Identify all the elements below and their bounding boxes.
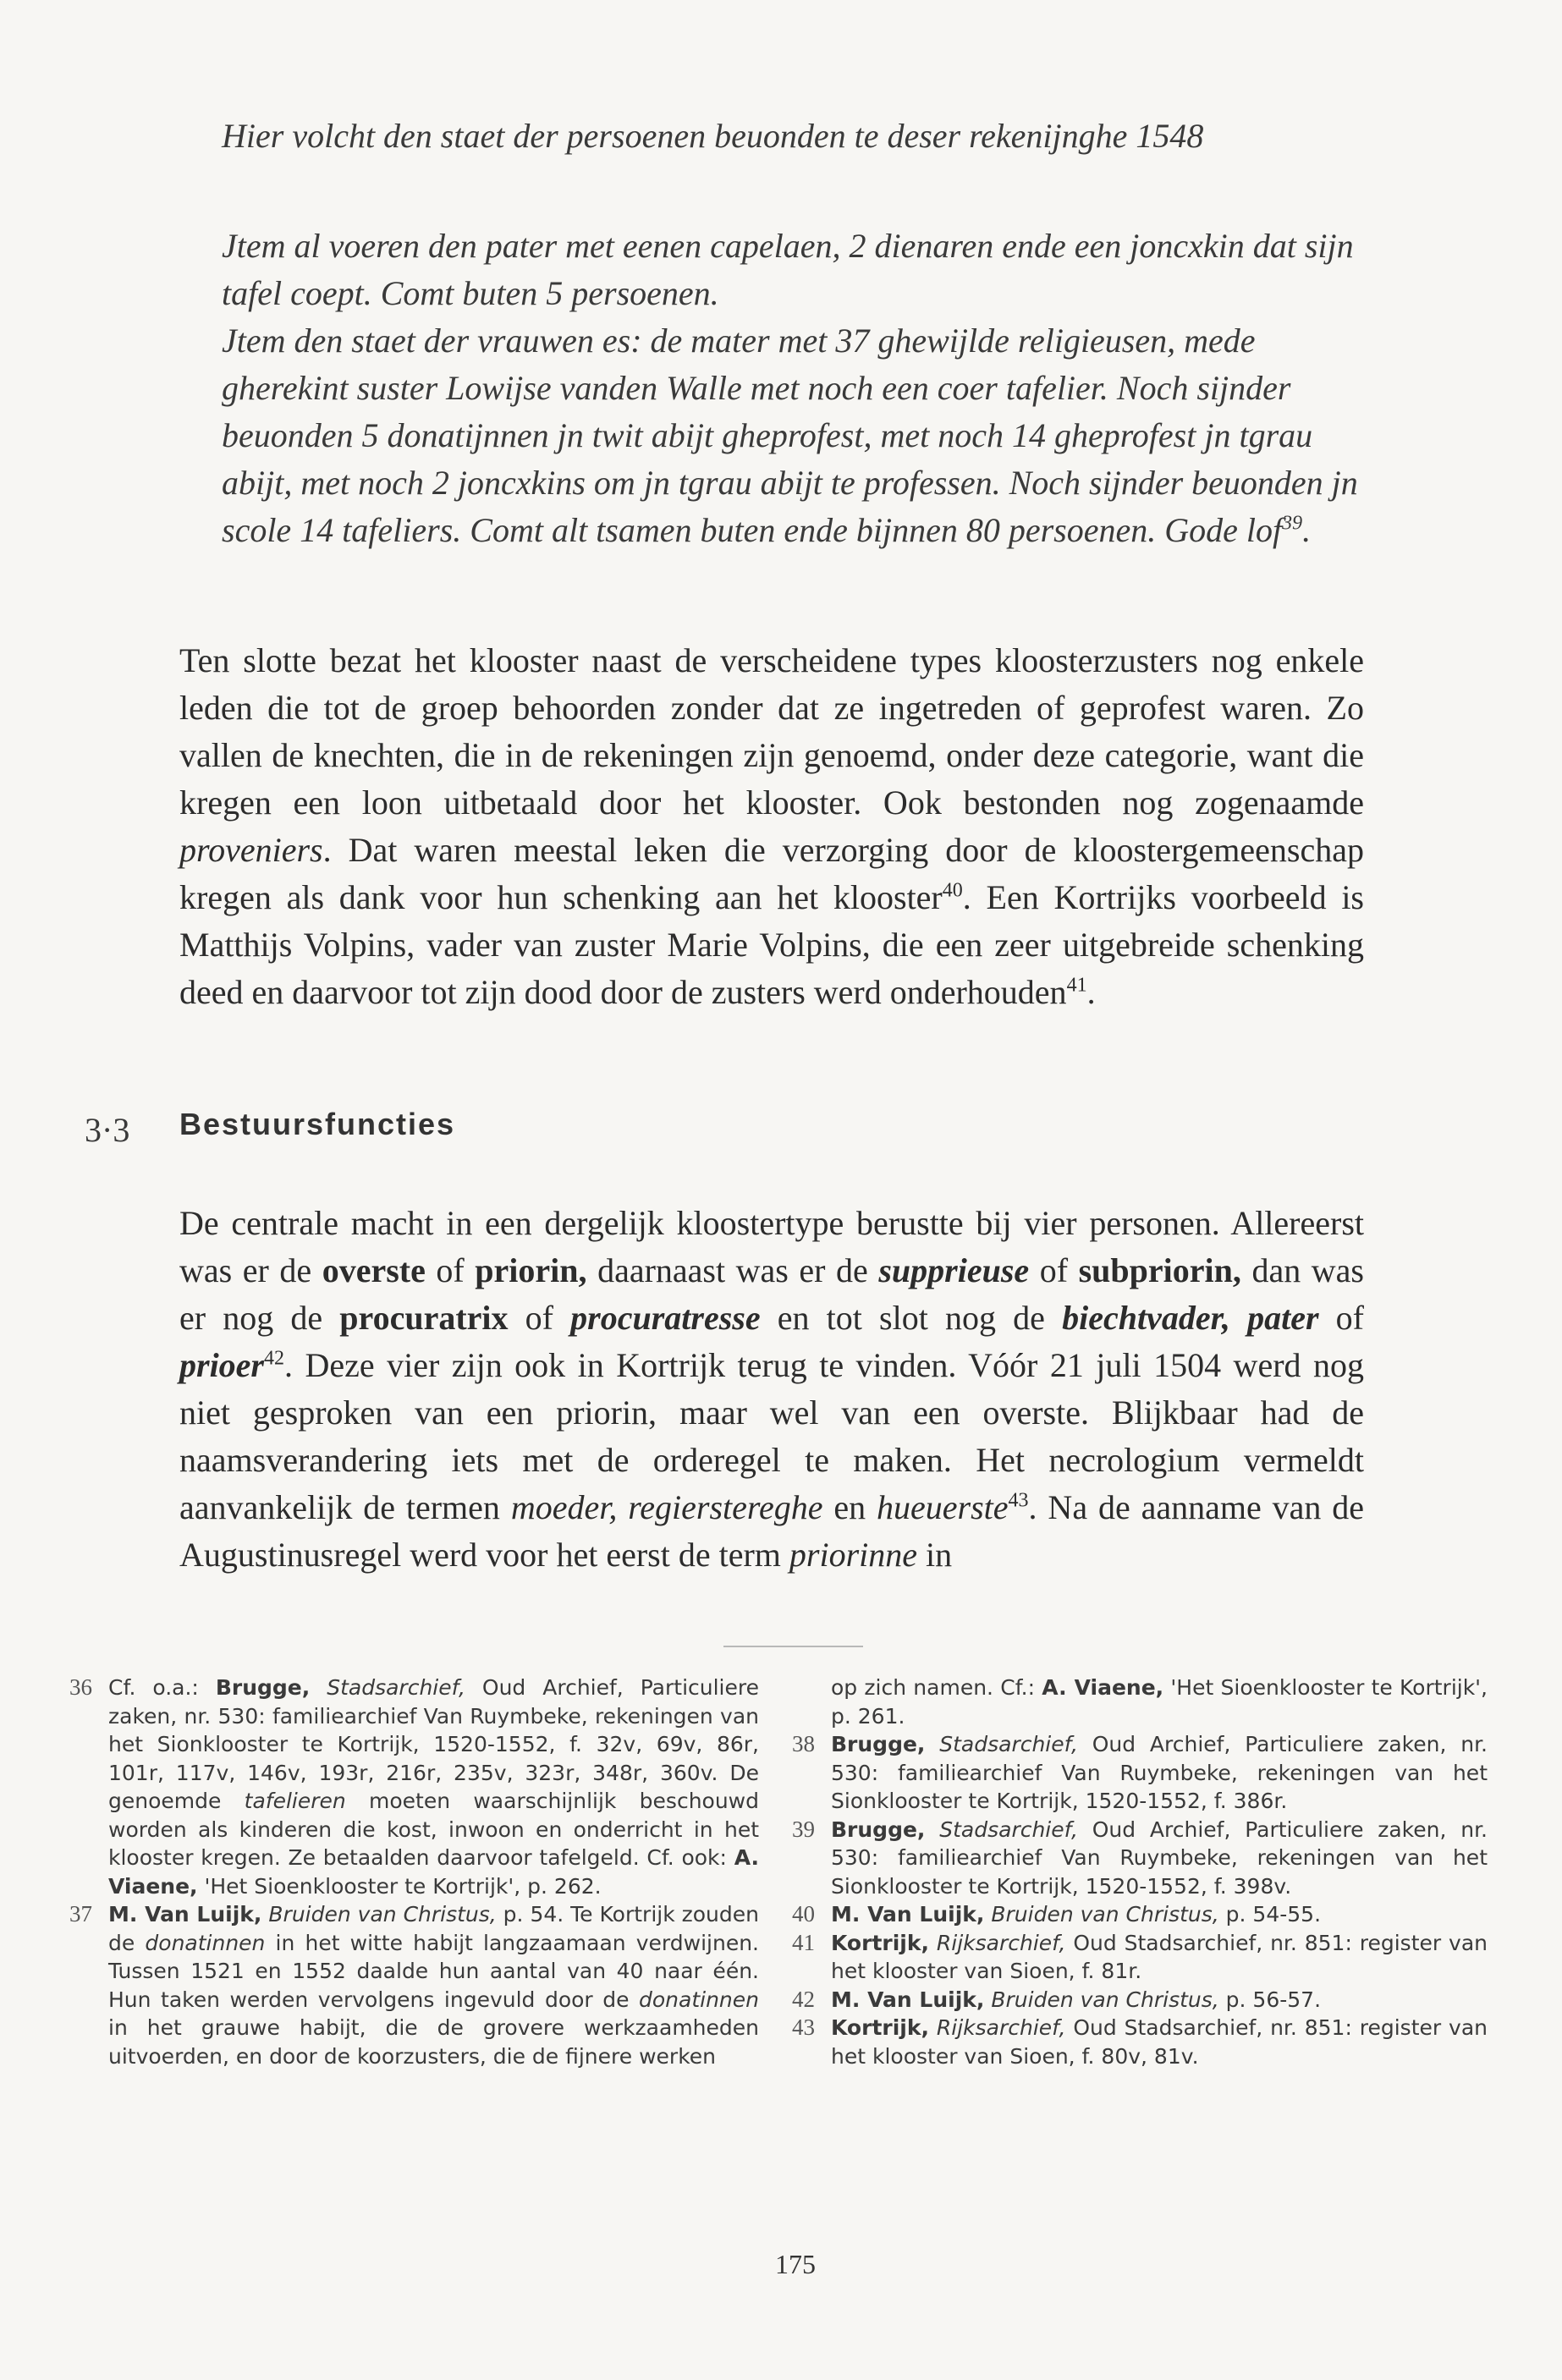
footnote-text: Brugge, — [215, 1675, 311, 1700]
section-number: 3·3 — [85, 1111, 130, 1149]
term-procuratresse: procuratresse — [570, 1299, 761, 1337]
footnote-text: Stadsarchief, — [327, 1675, 465, 1700]
footnote-ref-40: 40 — [942, 879, 963, 902]
paragraph-1 — [179, 637, 1364, 1016]
footnote-number: 40 — [792, 1901, 815, 1927]
quote-intro: Hier volcht den staet der persoenen beuonden te deser rekenijnghe 1548 — [222, 117, 1204, 155]
quote-items — [222, 223, 1364, 554]
para2-text: of — [1318, 1299, 1364, 1337]
quote-item-1: Jtem al voeren den pater met eenen capelaen, 2 dienaren ende een joncxkin dat sijn tafel coept. Comt buten 5 persoenen. — [222, 227, 1354, 312]
footnote-number: 37 — [69, 1901, 92, 1927]
footnote-38 — [792, 1730, 1488, 1816]
footnote-ref-42: 42 — [264, 1347, 284, 1370]
footnote-ref-39: 39 — [1282, 512, 1303, 535]
footnotes-left — [69, 1674, 759, 2070]
footnote-text: Bruiden van Christus, — [991, 1987, 1219, 2012]
footnote-text: Oud Archief, Particuliere zaken, nr. 530: familiearchief Van Ruymbeke, rekeningen van het Sionklooster te Kortrijk, 1520-1552, f. 386r. — [831, 1732, 1488, 1813]
para2-text: in — [917, 1536, 953, 1574]
footnote-text: Bruiden van Christus, — [268, 1902, 497, 1927]
footnote-number: 41 — [792, 1929, 815, 1955]
footnote-36 — [69, 1674, 759, 1900]
footnote-text: in het grauwe habijt, die de grovere werkzaamheden uitvoerden, en door de koorzusters, die de fijnere werken — [108, 2015, 759, 2069]
term-supprieuse: supprieuse — [878, 1251, 1030, 1289]
footnote-text: op zich namen. Cf.: — [831, 1675, 1042, 1700]
term-moeder: moeder, regierstereghe — [510, 1488, 823, 1526]
para2-text: of — [1029, 1251, 1079, 1289]
footnote-text: Kortrijk, — [831, 1930, 929, 1955]
footnote-text: in het witte habijt langzaamaan verdwijnen. Tussen 1521 en 1552 daalde hun aantal van 40 naar één. Hun taken werden vervolgens ingevuld door de — [108, 1930, 759, 2012]
footnote-divider — [723, 1646, 863, 1647]
footnote-number: 38 — [792, 1731, 815, 1756]
footnote-42 — [792, 1986, 1488, 2014]
footnote-text: Oud Stadsarchief, nr. 851: register van het klooster van Sioen, f. 81r. — [831, 1930, 1488, 1983]
footnote-number: 39 — [792, 1816, 815, 1842]
footnote-text: Bruiden van Christus, — [991, 1902, 1219, 1927]
footnote-text: A. Viaene, — [108, 1845, 759, 1899]
footnote-text: donatinnen — [639, 1987, 759, 2012]
term-priorinne: priorinne — [789, 1536, 918, 1574]
footnote-text: Rijksarchief, — [936, 1930, 1066, 1955]
term-overste: overste — [322, 1251, 426, 1289]
para2-text: . Deze vier zijn ook in Kortrijk terug te vinden. Vóór 21 juli 1504 werd nog niet gesproken van een priorin, maar wel van een overste. Blijkbaar had de naamsverandering iets met de orderegel te maken. Het necrologium vermeldt aanvankelijk de termen — [179, 1346, 1364, 1526]
term-prioer: prioer — [179, 1346, 264, 1384]
footnote-text: Rijksarchief, — [936, 2015, 1066, 2040]
para1-text-4: . — [1086, 973, 1096, 1011]
para2-text: of — [508, 1299, 571, 1337]
footnote-text: A. Viaene, — [1042, 1675, 1164, 1700]
footnote-text: Oud Archief, Particuliere zaken, nr. 530: familiearchief Van Ruymbeke, rekeningen van het Sionklooster te Kortrijk, 1520-1552, f. 32v, 69v, 86r, 101r, 117v, 146v, 193r, 216r, 235v, 323r, 348r, 360v. De genoemde — [108, 1675, 759, 1813]
footnote-text: M. Van Luijk, — [108, 1902, 262, 1927]
paragraph-2 — [179, 1200, 1364, 1579]
footnote-39 — [792, 1816, 1488, 1901]
footnote-text: tafelieren — [244, 1789, 346, 1813]
para2-text: . Na de aanname van de Augustinusregel werd voor het eerst de term — [179, 1488, 1364, 1574]
term-priorin: priorin, — [475, 1251, 587, 1289]
para2-text: en tot slot nog de — [760, 1299, 1063, 1337]
footnote-text: donatinnen — [145, 1930, 266, 1955]
term-biechtvader: biechtvader, pater — [1062, 1299, 1319, 1337]
para2-text: daarnaast was er de — [586, 1251, 879, 1289]
term-hueuerste: hueuerste — [877, 1488, 1009, 1526]
footnote-text: p. 54. Te Kortrijk zouden de — [108, 1902, 759, 1955]
footnote-text: Oud Archief, Particuliere zaken, nr. 530: familiearchief Van Ruymbeke, rekeningen van het Sionklooster te Kortrijk, 1520-1552, f. 398v. — [831, 1817, 1488, 1899]
quote-item-2 — [222, 317, 1364, 554]
quote-item-2-end: . — [1302, 511, 1312, 549]
footnote-text: Oud Stadsarchief, nr. 851: register van het klooster van Sioen, f. 80v, 81v. — [831, 2015, 1488, 2069]
footnote-37-continued — [792, 1674, 1488, 1730]
footnote-text: 'Het Sioenklooster te Kortrijk', p. 261. — [831, 1675, 1488, 1729]
footnote-40 — [792, 1900, 1488, 1929]
quote-block — [222, 113, 1364, 160]
footnote-text: M. Van Luijk, — [831, 1987, 985, 2012]
footnote-number: 43 — [792, 2014, 815, 2040]
footnote-ref-43: 43 — [1008, 1489, 1029, 1512]
footnote-text: Brugge, — [831, 1732, 926, 1756]
footnotes-right — [792, 1674, 1488, 2070]
footnote-text: 'Het Sioenklooster te Kortrijk', p. 262. — [197, 1873, 602, 1899]
footnote-text: Brugge, — [831, 1817, 926, 1842]
footnote-number: 36 — [69, 1674, 92, 1700]
footnote-41 — [792, 1929, 1488, 1986]
para2-text: dan was er nog de — [179, 1251, 1364, 1337]
footnote-text: Stadsarchief, — [939, 1732, 1078, 1756]
footnote-43 — [792, 2014, 1488, 2070]
para1-text-2: . Dat waren meestal leken die verzorging door de kloostergemeenschap kregen als dank voor hun schenking aan het klooster — [179, 831, 1364, 916]
quote-item-2-text: Jtem den staet der vrauwen es: de mater met 37 ghewijlde religieusen, mede gherekint suster Lowijse vanden Walle met noch een coer tafelier. Noch sijnder beuonden 5 donatijnnen jn twit abijt gheprofest, met noch 14 gheprofest jn tgrau abijt, met noch 2 joncxkins om jn tgrau abijt te professen. Noch sijnder beuonden jn scole 14 tafeliers. Comt alt tsamen buten ende bijnnen 80 persoenen. Gode lof — [222, 322, 1358, 549]
footnote-text: Kortrijk, — [831, 2015, 929, 2040]
footnote-text: p. 54-55. — [1218, 1902, 1322, 1927]
footnote-text: p. 56-57. — [1218, 1987, 1322, 2012]
term-subpriorin: subpriorin, — [1078, 1251, 1241, 1289]
footnote-text: Cf. o.a.: — [108, 1675, 216, 1700]
para1-text-1: Ten slotte bezat het klooster naast de verscheidene types kloosterzusters nog enkele leden die tot de groep behoorden zonder dat ze ingetreden of geprofest waren. Zo vallen de knechten, die in de rekeningen zijn genoemd, onder deze categorie, want die kregen een loon uitbetaald door het klooster. Ook bestonden nog zogenaamde — [179, 641, 1364, 822]
para2-text: De centrale macht in een dergelijk kloostertype berustte bij vier personen. Allereerst was er de — [179, 1204, 1364, 1289]
section-title: Bestuursfuncties — [179, 1107, 456, 1141]
para1-text-3: . Een Kortrijks voorbeeld is Matthijs Volpins, vader van zuster Marie Volpins, die een zeer uitgebreide schenking deed en daarvoor tot zijn dood door de zusters werd onderhouden — [179, 878, 1365, 1011]
footnote-37 — [69, 1900, 759, 2070]
footnote-number: 42 — [792, 1986, 815, 2012]
term-proveniers: proveniers — [179, 831, 323, 869]
footnote-text: Stadsarchief, — [939, 1817, 1078, 1842]
term-procuratrix: procuratrix — [339, 1299, 509, 1337]
footnote-text: moeten waarschijnlijk beschouwd worden als kinderen die kost, inwoon en onderricht in het klooster kregen. Ze betaalden daarvoor tafelgeld. Cf. ook: — [108, 1789, 759, 1870]
para2-text: en — [822, 1488, 877, 1526]
footnote-ref-41: 41 — [1066, 974, 1087, 997]
footnote-text: M. Van Luijk, — [831, 1902, 985, 1927]
footnote-text — [310, 1675, 327, 1700]
page-number: 175 — [775, 2249, 816, 2279]
para2-text: of — [425, 1251, 476, 1289]
